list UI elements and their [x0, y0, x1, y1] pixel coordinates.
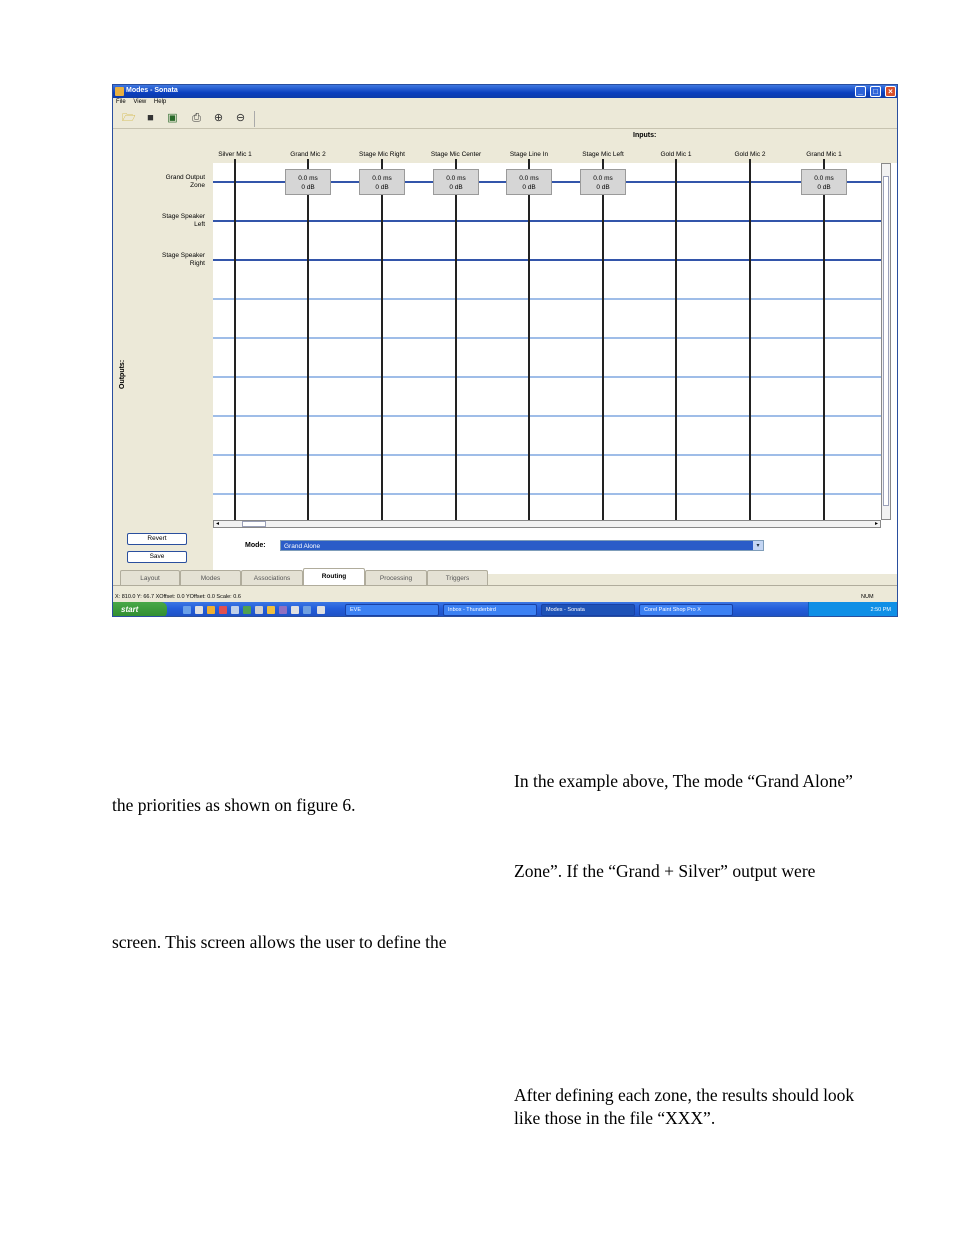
- mode-label: Mode:: [245, 542, 266, 549]
- scroll-thumb[interactable]: [242, 521, 266, 527]
- column-header: Stage Mic Right: [359, 151, 405, 158]
- paragraph-line: like those in the file “XXX”.: [514, 1108, 716, 1128]
- grid-column-line: [675, 159, 677, 520]
- routing-cell[interactable]: 0.0 ms 0 dB: [801, 169, 847, 195]
- column-header: Grand Mic 1: [806, 151, 842, 158]
- revert-button[interactable]: Revert: [127, 533, 187, 545]
- routing-cell[interactable]: 0.0 ms 0 dB: [285, 169, 331, 195]
- column-header: Grand Mic 2: [290, 151, 326, 158]
- print-icon[interactable]: ⎙: [192, 112, 201, 124]
- scroll-thumb[interactable]: [883, 176, 889, 506]
- grid-row-line: [213, 493, 881, 495]
- menu-file[interactable]: File: [116, 99, 126, 105]
- quicklaunch-icon[interactable]: [291, 606, 299, 614]
- menu-help[interactable]: Help: [153, 99, 167, 105]
- quicklaunch-icon[interactable]: [317, 606, 325, 614]
- paragraph-line: After defining each zone, the results should look: [514, 1085, 855, 1105]
- tab-processing[interactable]: Processing: [365, 570, 427, 586]
- quicklaunch-icon[interactable]: [243, 606, 251, 614]
- quicklaunch-icon[interactable]: [207, 606, 215, 614]
- paragraph-line: Zone”. If the “Grand + Silver” output were: [514, 861, 816, 881]
- row-label: Grand Output Zone: [165, 174, 205, 189]
- save-disk-icon[interactable]: ■: [147, 112, 154, 124]
- taskbar-item[interactable]: Inbox - Thunderbird: [443, 604, 537, 616]
- row-label: Stage Speaker Left: [161, 213, 205, 228]
- grid-column-line: [602, 159, 604, 520]
- maximize-button[interactable]: □: [870, 86, 881, 97]
- column-header: Gold Mic 1: [660, 151, 692, 158]
- paragraph-line: the priorities as shown on figure 6.: [112, 795, 356, 815]
- grid-row-line: [213, 298, 881, 300]
- tab-layout[interactable]: Layout: [120, 570, 180, 586]
- quicklaunch-icon[interactable]: [219, 606, 227, 614]
- chevron-down-icon[interactable]: ▾: [753, 541, 763, 550]
- num-lock-indicator: NUM: [861, 594, 874, 600]
- routing-panel: [113, 129, 897, 574]
- grid-column-line: [528, 159, 530, 520]
- clock: 2:50 PM: [870, 607, 891, 613]
- menu-view[interactable]: View: [133, 99, 147, 105]
- grid-column-line: [823, 159, 825, 520]
- grid-column-line: [381, 159, 383, 520]
- save-all-icon[interactable]: ▣: [167, 112, 178, 124]
- quicklaunch-icon[interactable]: [255, 606, 263, 614]
- window-title: Modes - Sonata: [126, 87, 178, 94]
- horizontal-scrollbar[interactable]: [213, 520, 881, 528]
- grid-column-line: [307, 159, 309, 520]
- grid-row-line: [213, 376, 881, 378]
- column-header: Stage Mic Center: [430, 151, 482, 158]
- grid-row-line: [213, 259, 881, 261]
- status-text: X: 810.0 Y: 66.7 XOffset: 0.0 YOffset: 0.0 Scale: 0.6: [115, 594, 241, 600]
- start-button[interactable]: start: [113, 602, 167, 617]
- minimize-button[interactable]: _: [855, 86, 866, 97]
- routing-cell[interactable]: 0.0 ms 0 dB: [359, 169, 405, 195]
- tab-routing[interactable]: Routing: [303, 568, 365, 586]
- quicklaunch-icon[interactable]: [195, 606, 203, 614]
- quicklaunch-icon[interactable]: [183, 606, 191, 614]
- outputs-title: Outputs:: [119, 359, 126, 389]
- quicklaunch-icon[interactable]: [303, 606, 311, 614]
- quicklaunch-icon[interactable]: [231, 606, 239, 614]
- grid-row-line: [213, 337, 881, 339]
- zoom-in-icon[interactable]: ⊕: [213, 112, 224, 124]
- column-header: Stage Line In: [509, 151, 549, 158]
- quicklaunch-icon[interactable]: [267, 606, 275, 614]
- app-icon: [115, 87, 124, 96]
- grid-column-line: [455, 159, 457, 520]
- row-label: Stage Speaker Right: [161, 252, 205, 267]
- system-tray: [808, 602, 897, 617]
- open-folder-icon[interactable]: 🗁: [122, 112, 136, 124]
- outputs-label-area: [113, 129, 213, 574]
- menu-bar: [113, 98, 897, 108]
- routing-cell[interactable]: 0.0 ms 0 dB: [433, 169, 479, 195]
- save-button[interactable]: Save: [127, 551, 187, 563]
- tab-modes[interactable]: Modes: [180, 570, 241, 586]
- tab-associations[interactable]: Associations: [241, 570, 303, 586]
- toolbar-separator: [254, 111, 255, 127]
- taskbar-item[interactable]: Corel Paint Shop Pro X: [639, 604, 733, 616]
- grid-row-line: [213, 454, 881, 456]
- mode-select[interactable]: [280, 540, 764, 551]
- title-bar: [113, 85, 897, 98]
- status-bar: [113, 593, 897, 602]
- grid-column-line: [749, 159, 751, 520]
- zoom-out-icon[interactable]: ⊖: [235, 112, 246, 124]
- screenshot-figure: [112, 84, 898, 617]
- tab-triggers[interactable]: Triggers: [427, 570, 488, 586]
- column-header: Gold Mic 2: [734, 151, 766, 158]
- routing-cell[interactable]: 0.0 ms 0 dB: [580, 169, 626, 195]
- toolbar: [113, 109, 897, 129]
- vertical-scrollbar[interactable]: [881, 163, 891, 520]
- inputs-title: Inputs:: [633, 132, 657, 139]
- routing-cell[interactable]: 0.0 ms 0 dB: [506, 169, 552, 195]
- close-button[interactable]: ×: [885, 86, 896, 97]
- taskbar-item[interactable]: EVE: [345, 604, 439, 616]
- column-header: Stage Mic Left: [582, 151, 624, 158]
- mode-value: Grand Alone: [284, 543, 321, 550]
- scroll-left-icon[interactable]: ◂: [216, 521, 220, 527]
- grid-column-line: [234, 159, 236, 520]
- grid-row-line: [213, 220, 881, 222]
- paragraph-line: In the example above, The mode “Grand Alone”: [514, 771, 853, 791]
- taskbar: [113, 602, 897, 617]
- taskbar-item[interactable]: Modes - Sonata: [541, 604, 635, 616]
- paragraph-line: screen. This screen allows the user to define the: [112, 932, 447, 952]
- column-header: Silver Mic 1: [218, 151, 252, 158]
- quicklaunch-icon[interactable]: [279, 606, 287, 614]
- scroll-right-icon[interactable]: ▸: [874, 521, 878, 527]
- grid-row-line: [213, 415, 881, 417]
